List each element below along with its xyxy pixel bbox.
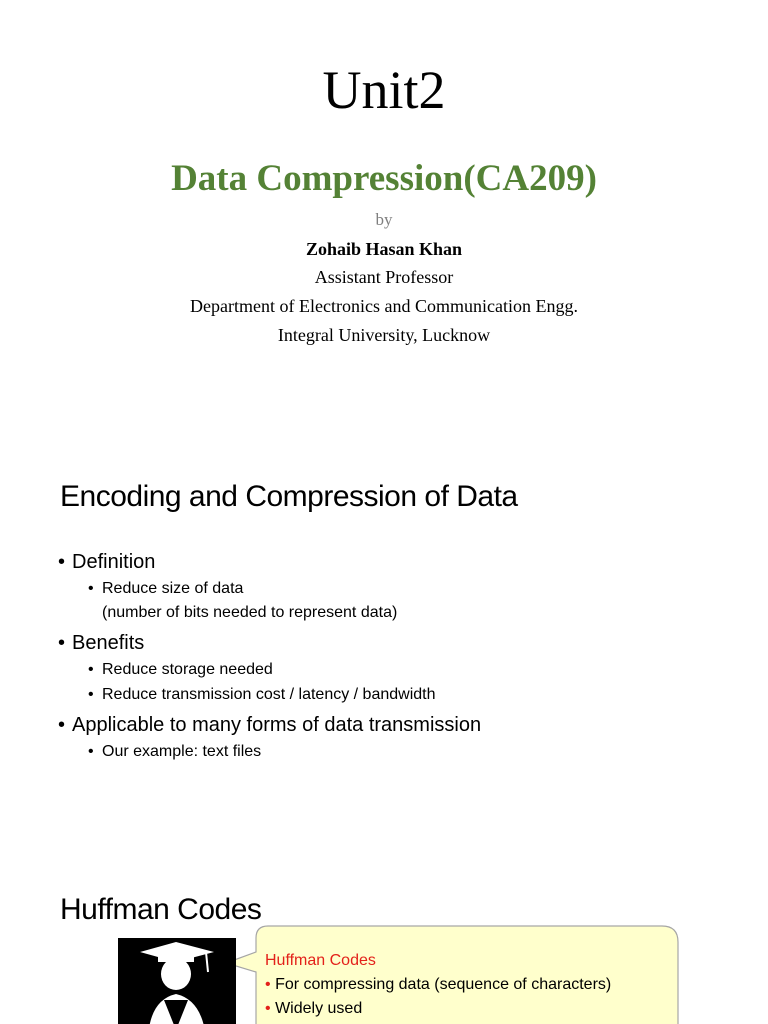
sub-bullet-item — [88, 659, 273, 681]
sub-bullet-text: Reduce transmission cost / latency / bandwidth — [102, 686, 436, 703]
bullet-item — [58, 630, 144, 656]
by-label: by — [375, 210, 393, 229]
slide-title: Unit2 — [322, 60, 446, 120]
callout-bubble — [0, 860, 768, 1024]
bullet-icon: • — [88, 743, 94, 760]
bullet-text: Benefits — [72, 632, 145, 654]
author-department: Department of Electronics and Communication Engg. — [190, 296, 578, 316]
bullet-icon: • — [88, 686, 94, 703]
author-role: Assistant Professor — [314, 267, 454, 287]
bullet-icon: • — [58, 551, 66, 573]
bullet-icon: • — [265, 1000, 271, 1017]
bullet-icon: • — [265, 976, 271, 993]
author-name: Zohaib Hasan Khan — [305, 239, 463, 259]
callout-item — [265, 975, 611, 995]
bullet-item — [58, 549, 155, 575]
bullet-icon: • — [88, 580, 94, 597]
sub-bullet-text: Reduce size of data — [102, 580, 244, 597]
title-slide — [0, 0, 768, 400]
callout-item — [265, 999, 362, 1019]
sub-bullet-item — [88, 578, 243, 600]
bullet-icon: • — [58, 714, 66, 736]
callout-heading: Huffman Codes — [265, 952, 376, 969]
bullet-text: Definition — [72, 551, 156, 573]
bullet-icon: • — [58, 632, 66, 654]
slide-title: Huffman Codes — [60, 893, 262, 926]
huffman-slide — [0, 860, 768, 1024]
sub-bullet-text: Our example: text files — [102, 743, 262, 760]
author-university: Integral University, Lucknow — [277, 325, 491, 345]
bullet-item — [58, 712, 481, 738]
slide-title: Encoding and Compression of Data — [60, 480, 518, 513]
callout-item-text: Widely used — [275, 1000, 363, 1017]
course-subtitle: Data Compression(CA209) — [171, 158, 597, 199]
sub-bullet-item — [88, 741, 261, 763]
graduate-silhouette-icon — [118, 938, 236, 1024]
encoding-slide — [0, 455, 768, 785]
callout-item-text: For compressing data (sequence of characters) — [275, 976, 612, 993]
bullet-text: Applicable to many forms of data transmission — [72, 714, 482, 736]
sub-bullet-item — [88, 684, 436, 706]
sub-bullet-continuation: (number of bits needed to represent data) — [102, 604, 398, 621]
bullet-icon: • — [88, 661, 94, 678]
sub-bullet-text: Reduce storage needed — [102, 661, 273, 678]
